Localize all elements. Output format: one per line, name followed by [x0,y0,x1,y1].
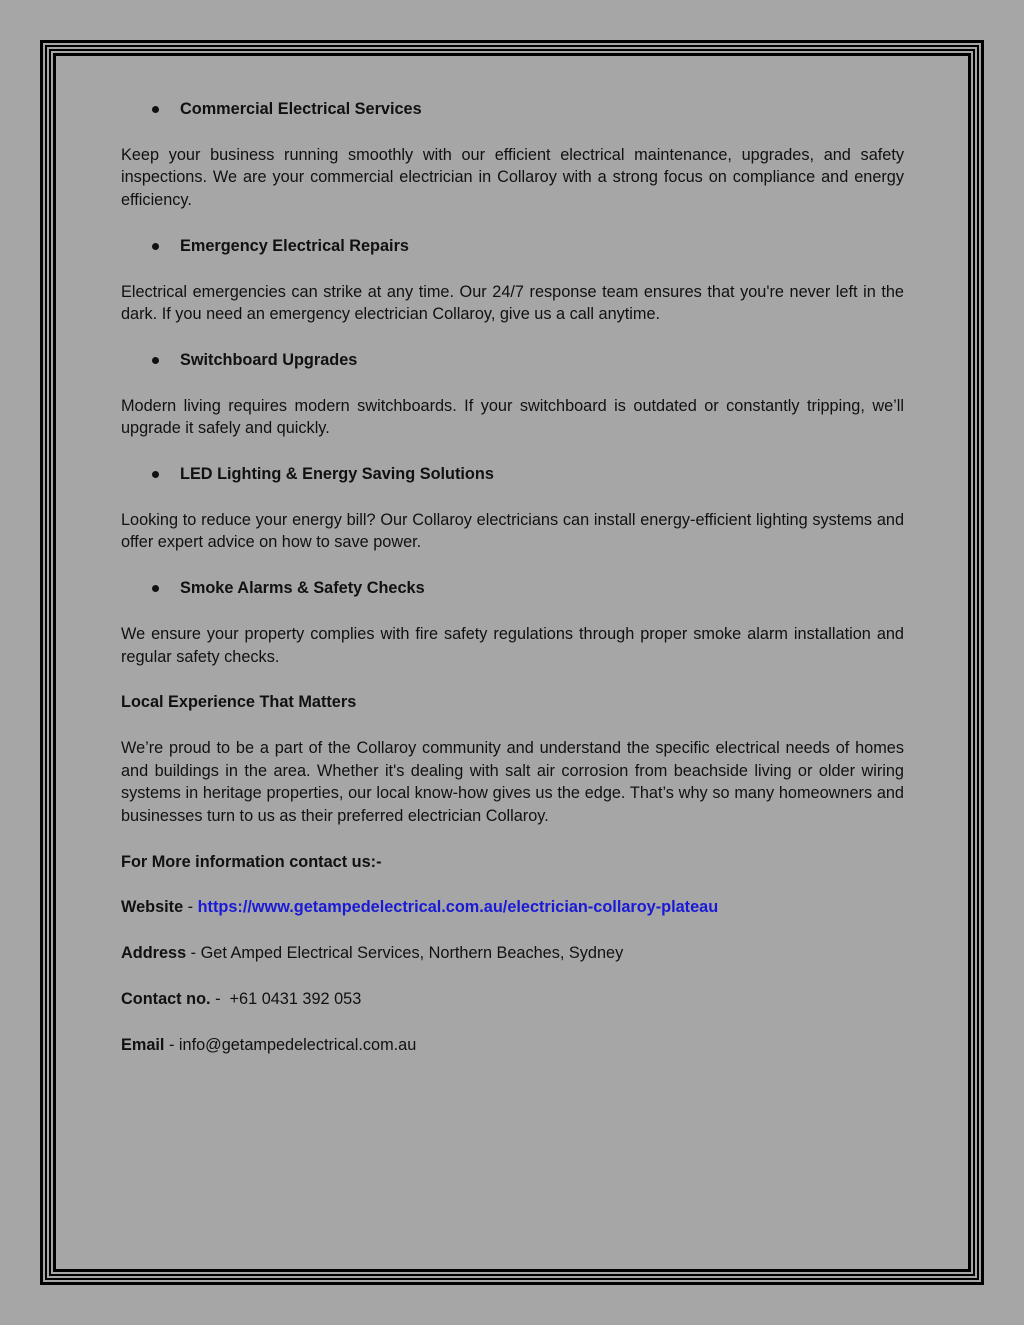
phone-label: Contact no. [121,989,211,1008]
service-body-commercial: Keep your business running smoothly with our efficient electrical maintenance, upgrades, and safety inspections. We are your commercial electrician in Collaroy with a strong focus on compliance and energy efficiency. [121,145,904,210]
service-heading-led: LED Lighting & Energy Saving Solutions [121,463,904,486]
email-line [121,1034,904,1057]
service-body-emergency: Electrical emergencies can strike at any time. Our 24/7 response team ensures that you're never left in the dark. If you need an emergency electrician Collaroy, give us a call anytime. [121,282,904,324]
local-experience-heading: Local Experience That Matters [121,693,357,712]
service-body-switchboard: Modern living requires modern switchboards. If your switchboard is outdated or constantly tripping, we’ll upgrade it safely and quickly. [121,396,904,438]
bullet-icon [152,471,159,478]
bullet-icon [152,585,159,592]
service-body-led: Looking to reduce your energy bill? Our Collaroy electricians can install energy-efficient lighting systems and offer expert advice on how to save power. [121,510,904,552]
service-heading-switchboard: Switchboard Upgrades [121,349,904,372]
website-separator: - [183,898,198,917]
service-body-smoke-alarms: We ensure your property complies with fire safety regulations through proper smoke alarm installation and regular safety checks. [121,624,904,666]
address-line [121,942,904,965]
bullet-icon [152,357,159,364]
address-label: Address [121,944,187,963]
service-heading-commercial: Commercial Electrical Services [121,98,904,121]
bullet-icon [152,243,159,250]
email-separator: - [164,1035,179,1054]
contact-heading: For More information contact us:- [121,852,382,871]
service-heading-smoke-alarms: Smoke Alarms & Safety Checks [121,577,904,600]
bullet-icon [152,106,159,113]
address-separator: - [186,944,201,963]
local-experience-body: We’re proud to be a part of the Collaroy community and understand the specific electrical needs of homes and buildings in the area. Whether it's dealing with salt air corrosion from beachside living or older wiring systems in heritage properties, our local know-how gives us the edge. That’s why so many homeowners and businesses turn to us as their preferred electrician Collaroy. [121,738,904,826]
phone-line [121,988,904,1011]
website-link[interactable]: https://www.getampedelectrical.com.au/electrician-collaroy-plateau [197,898,719,917]
website-label: Website [121,898,184,917]
phone-value: +61 0431 392 053 [229,989,362,1008]
phone-separator: - [210,989,230,1008]
website-line [121,896,904,919]
email-value: info@getampedelectrical.com.au [178,1035,417,1054]
email-label: Email [121,1035,165,1054]
address-value: Get Amped Electrical Services, Northern Beaches, Sydney [200,944,624,963]
document-content [121,98,904,1079]
service-heading-emergency: Emergency Electrical Repairs [121,235,904,258]
